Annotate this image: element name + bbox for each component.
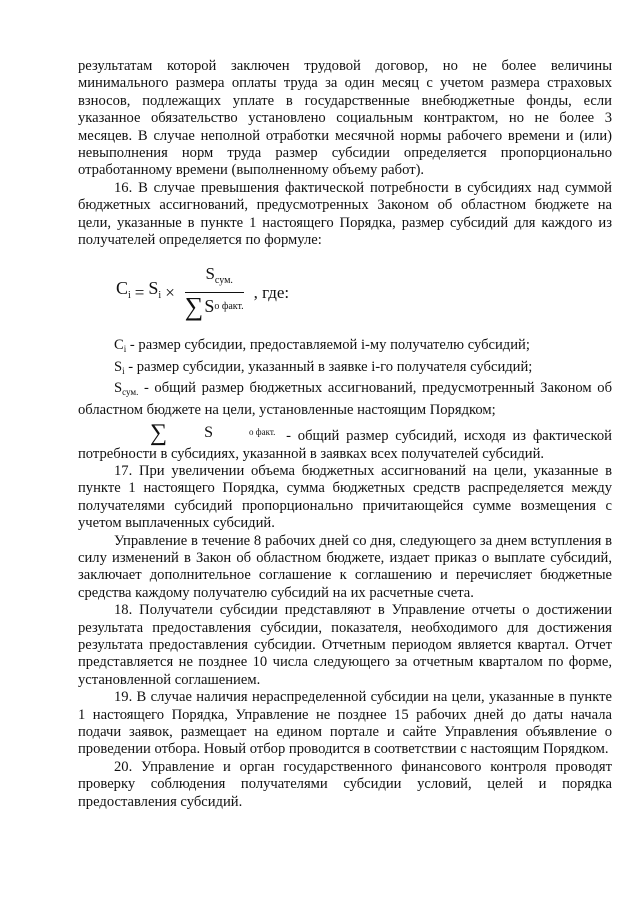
formula-equals: = xyxy=(134,282,145,302)
formula-times: × xyxy=(165,282,175,302)
formula-numerator: $S_{сум.}$ xyxy=(205,264,233,287)
paragraph-16: 16. В случае превышения фактической потребности в субсидиях над суммой бюджетных ассигнований, предусмотренных Законом об областном бюджете на цели, указанные в пункте 1 настоящего Порядка, размер субсидий для каждого из получателей определяется по формуле: xyxy=(78,179,612,249)
formula-denominator: ∑ S о факт. xyxy=(184,291,244,321)
formula-fraction xyxy=(185,265,244,319)
definition-sum-s-fact: ∑ S о факт. - общий размер субсидий, исходя из фактической потребности в субсидиях, указанной в заявках всех получателей субсидий. xyxy=(78,420,612,462)
sum-sign: ∑ xyxy=(184,291,204,321)
paragraph-19: 19. В случае наличия нераспределенной субсидии на цели, указанные в пункте 1 настоящего Порядка, Управление не позднее 15 рабочих дней до даты начала подачи заявок, размещает на едином портале и сайте Управления объявление о проведении отбора. Новый отбор проводится в соответствии с настоящим Порядком. xyxy=(78,689,612,758)
formula-s-i: $S_i$ xyxy=(148,278,162,302)
definition-c-i: $C_i$ - размер субсидии, предоставляемой i-му получателю субсидий; xyxy=(114,337,530,355)
formula-suffix: , где: xyxy=(253,282,290,302)
paragraph-18: 18. Получатели субсидии представляют в Управление отчеты о достижении результата предоставления субсидии, показателя, необходимого для достижения результата предоставления субсидии. Отчетным периодом является квартал. Отчет представляется не позднее 10 числа следующего за отчетным кварталом по форме, установленной соглашением. xyxy=(78,602,612,688)
paragraph-17-continued: Управление в течение 8 рабочих дней со дня, следующего за днем вступления в силу изменений в Закон об областном бюджете, издает приказ о выплате субсидий, заключает дополнительное соглашение к соглашению и перечисляет бюджетные средства каждому получателю субсидий на их расчетные счета. xyxy=(78,532,612,601)
paragraph-20: 20. Управление и орган государственного финансового контроля проводят проверку соблюдения получателями субсидии условий, целей и порядка предоставления субсидий. xyxy=(78,758,612,810)
paragraph-continuation: результатам которой заключен трудовой договор, но не более величины минимального размера оплаты труда за один месяц с учетом размера страховых взносов, подлежащих уплате в государственные внебюджетные фонды, если указанное обязательство установлено социальным контрактом, но не более 3 месяцев. В случае неполной отработки месячной нормы рабочего времени и (или) невыполнения норм труда размер субсидии определяется пропорционально отработанному времени (выполненному объему работ). xyxy=(78,58,612,179)
definition-s-i: $S_i$ - размер субсидии, указанный в заявке i-го получателя субсидий; xyxy=(114,358,533,376)
subsidy-formula xyxy=(116,257,612,327)
definition-s-sum: $S_{сум.}$ - общий размер бюджетных ассигнований, предусмотренный Законом об областном бюджете на цели, установленные настоящим Порядком; xyxy=(78,380,612,418)
definition-sum-symbol: ∑ S о факт. xyxy=(150,420,276,447)
formula-lhs: $C_i$ xyxy=(116,278,131,302)
paragraph-17: 17. При увеличении объема бюджетных ассигнований на цели, указанные в пункте 1 настоящего Порядка, сумма бюджетных средств распределяется между получателями субсидий пропорционально причитающейся сумме возмещения с учетом выплаченных субсидий. xyxy=(78,462,612,532)
